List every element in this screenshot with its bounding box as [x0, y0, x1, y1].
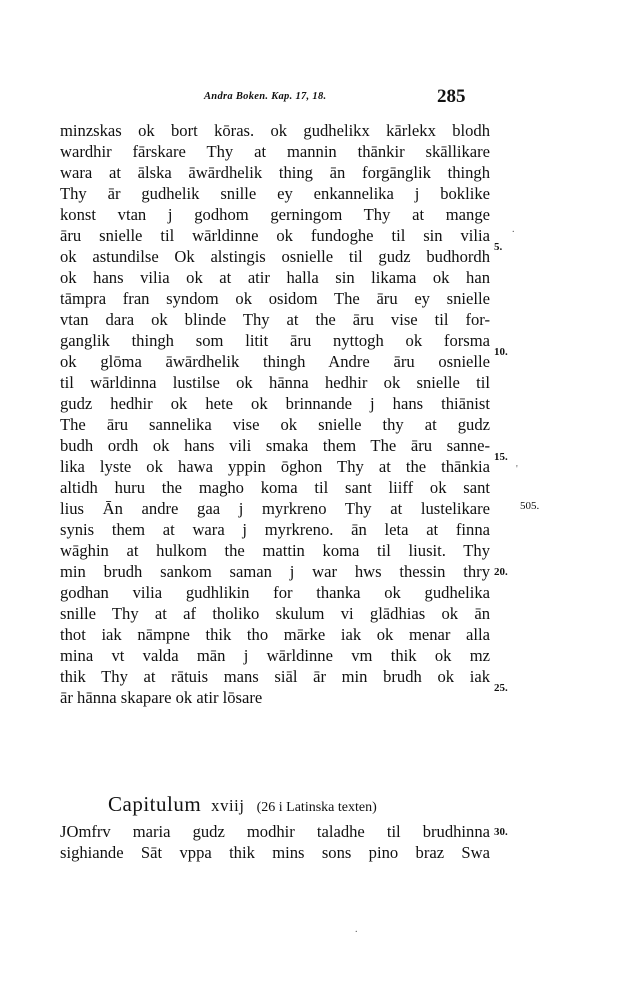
line-number-20: 20.	[494, 566, 508, 578]
text-line-3: wara at ālska āwārdhelik thing ān forgānglik thingh	[60, 163, 490, 182]
page-number: 285	[437, 86, 466, 107]
text-line-4: Thy ār gudhelik snille ey enkannelika j boklike	[60, 184, 490, 203]
text-line-21: wāghin at hulkom the mattin koma til liusit. Thy	[60, 541, 490, 560]
running-head: Andra Boken. Kap. 17, 18.	[204, 91, 327, 102]
text-line-17: lika lyste ok hawa yppin ōghon Thy at the thānkia	[60, 457, 490, 476]
chapter-note: (26 i Latinska texten)	[256, 800, 377, 815]
stray-print-mark: .	[512, 224, 515, 235]
text-line-11: ganglik thingh som litit āru nyttogh ok forsma	[60, 331, 490, 350]
chapter-heading	[108, 792, 377, 817]
text-line-25: thot iak nāmpne thik tho mārke iak ok menar alla	[60, 625, 490, 644]
text-line-9: tāmpra fran syndom ok osidom The āru ey snielle	[60, 289, 490, 308]
text-line-5: konst vtan j godhom gerningom Thy at mange	[60, 205, 490, 224]
text-line-27: thik Thy at rātuis mans siāl ār min brudh ok iak	[60, 667, 490, 686]
text-line-26: mina vt valda mān j wārldinne vm thik ok mz	[60, 646, 490, 665]
text-line-15: The āru sannelika vise ok snielle thy at gudz	[60, 415, 490, 434]
text-line-7: ok astundilse Ok alstingis osnielle til gudz budhordh	[60, 247, 490, 266]
line-number-10: 10.	[494, 346, 508, 358]
text-line-24: snille Thy at af tholiko skulum vi glādhias ok ān	[60, 604, 490, 623]
text-line-16: budh ordh ok hans vili smaka them The āru sanne-	[60, 436, 490, 455]
text-line-20: synis them at wara j myrkreno. ān leta at finna	[60, 520, 490, 539]
text-line-2: wardhir fārskare Thy at mannin thānkir skāllikare	[60, 142, 490, 161]
text-line-1: minzskas ok bort kōras. ok gudhelikx kārlekx blodh	[60, 121, 490, 140]
main-text-block	[60, 120, 490, 708]
line-number-25: 25.	[494, 682, 508, 694]
chapter-text-block	[60, 821, 490, 863]
outer-margin-number: 505.	[520, 500, 540, 512]
stray-print-mark: '	[516, 464, 518, 475]
line-number-15: 15.	[494, 451, 508, 463]
text-line-8: ok hans vilia ok at atir halla sin likama ok han	[60, 268, 490, 287]
line-number-5: 5.	[494, 241, 503, 253]
chapter-number: xviij	[211, 796, 245, 815]
text-line-12: ok glōma āwārdhelik thingh Andre āru osnielle	[60, 352, 490, 371]
line-number-30: 30.	[494, 826, 508, 838]
text-line-22: min brudh sankom saman j war hws thessin thry	[60, 562, 490, 581]
text-line-6: āru snielle til wārldinne ok fundoghe til sin vilia	[60, 226, 490, 245]
text-line-23: godhan vilia gudhlikin for thanka ok gudhelika	[60, 583, 490, 602]
chapter-line-2: sighiande Sāt vppa thik mins sons pino braz Swa	[60, 843, 490, 862]
text-line-13: til wārldinna lustilse ok hānna hedhir ok snielle til	[60, 373, 490, 392]
text-line-19: lius Ān andre gaa j myrkreno Thy at lustelikare	[60, 499, 490, 518]
text-line-28: ār hānna skapare ok atir lōsare	[60, 688, 263, 707]
text-line-14: gudz hedhir ok hete ok brinnande j hans thiānist	[60, 394, 490, 413]
stray-print-mark: .	[355, 924, 358, 935]
chapter-title: Capitulum	[108, 792, 202, 816]
text-line-18: altidh huru the magho koma til sant liiff ok sant	[60, 478, 490, 497]
text-line-10: vtan dara ok blinde Thy at the āru vise til for-	[60, 310, 490, 329]
chapter-line-1: JOmfrv maria gudz modhir taladhe til brudhinna	[60, 822, 490, 841]
